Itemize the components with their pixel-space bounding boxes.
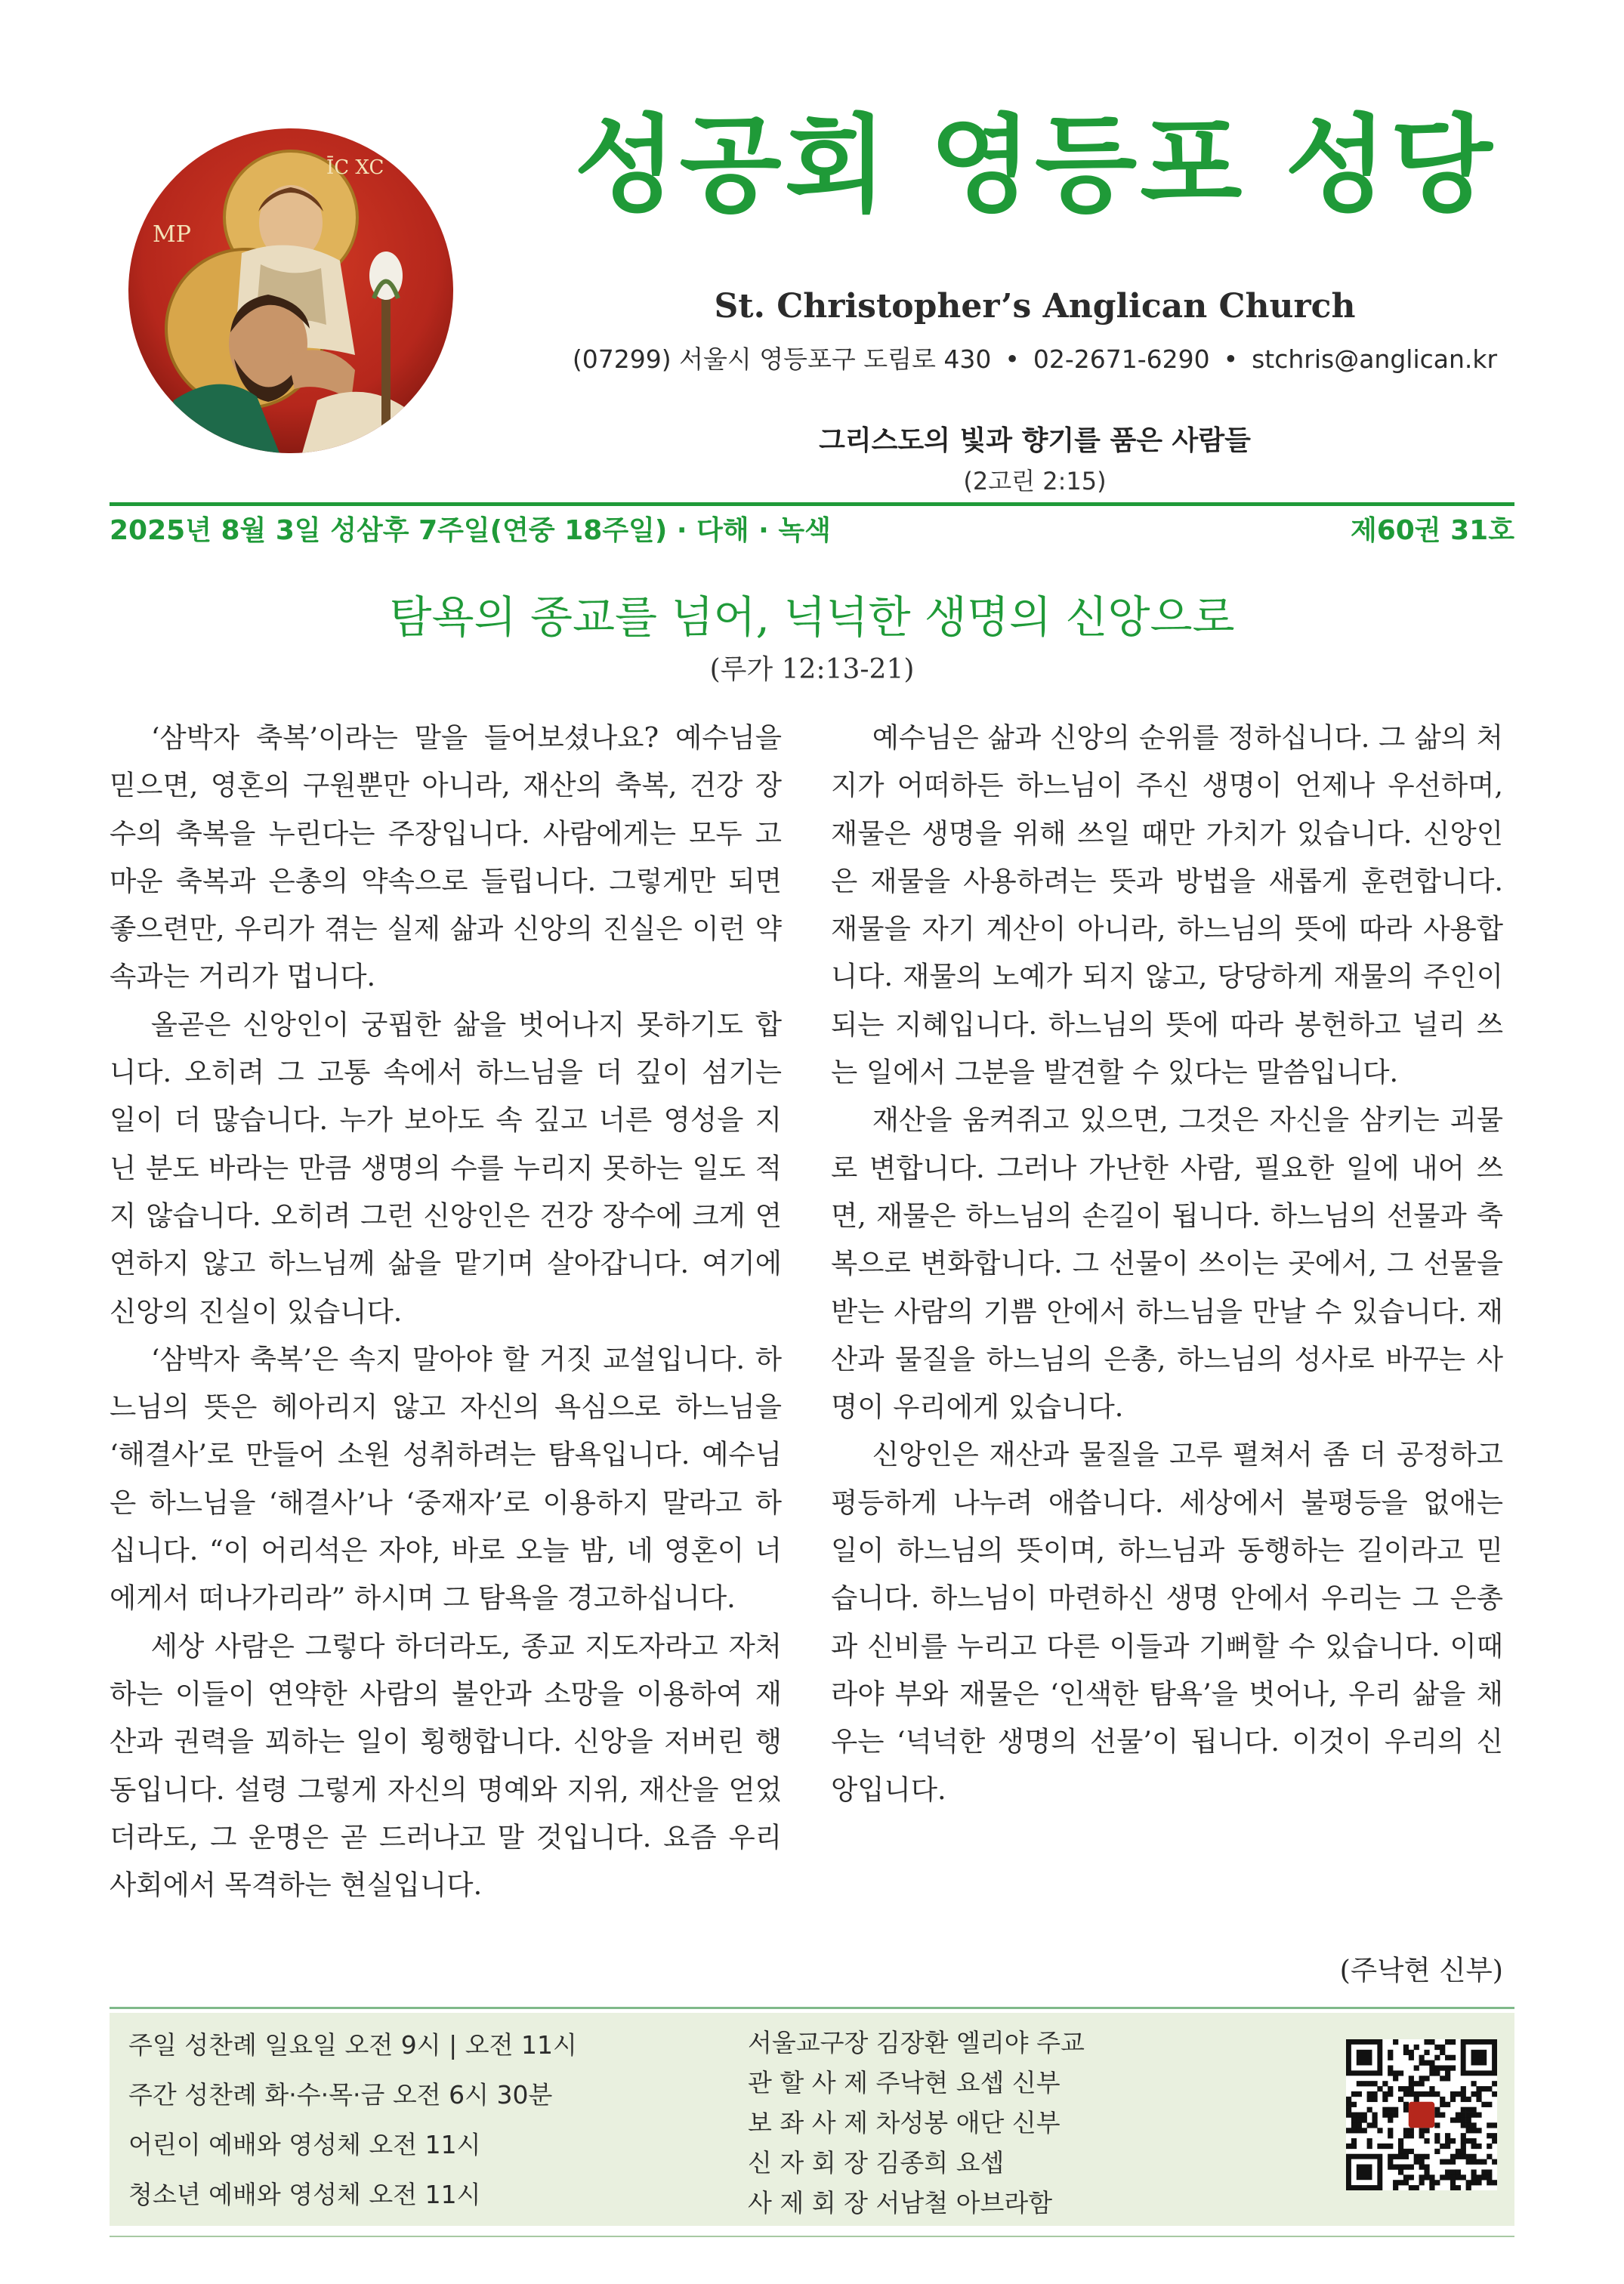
church-name: 성공회 영등포 성당 bbox=[574, 104, 1496, 227]
clergy-item: 신 자 회 장 김종희 요셉 bbox=[748, 2148, 1005, 2178]
sermon-paragraph: 신앙인은 재산과 물질을 고루 펼쳐서 좀 더 공정하고 평등하게 나누려 애씁니다. 세상에서 불평등을 없애는 일이 하느님의 뜻이며, 하느님과 동행하는 길이라고 믿습니다. 하느님이 마련하신 생명 안에서 우리는 그 은총과 신비를 누리고 다른 이들과 기뻐할 수 있습니다. 이때라야 부와 재물은 ‘인색한 탐욕’을 벗어나, 우리 삶을 채우는 ‘넉넉한 생명의 선물’이 됩니다. 이것이 우리의 신앙입니다. bbox=[831, 1438, 1503, 1806]
worship-item: 주간 성찬례 화·수·목·금 오전 6시 30분 bbox=[128, 2080, 553, 2110]
sermon-paragraph: 올곧은 신앙인이 궁핍한 삶을 벗어나지 못하기도 합니다. 오히려 그 고통 속에서 하느님을 더 깊이 섬기는 일이 더 많습니다. 누가 보아도 속 깊고 너른 영성을 지닌 분도 바라는 만큼 생명의 수를 누리지 못하는 일도 적지 않습니다. 오히려 그런 신앙인은 건강 장수에 크게 연연하지 않고 하느님께 삶을 맡기며 살아갑니다. 여기에 신앙의 진실이 있습니다. bbox=[110, 1008, 782, 1328]
issue-number: 제60권 31호 bbox=[1350, 515, 1514, 546]
clergy-item: 보 좌 사 제 차성봉 애단 신부 bbox=[748, 2108, 1061, 2137]
issue-date: 2025년 8월 3일 성삼후 7주일(연중 18주일) · 다해 · 녹색 bbox=[110, 515, 831, 546]
sermon-column-right bbox=[831, 714, 1503, 1813]
qr-code-icon[interactable] bbox=[1346, 2039, 1497, 2190]
motto: 그리스도의 빛과 향기를 품은 사람들 bbox=[819, 425, 1251, 456]
sermon-reference: (루가 12:13-21) bbox=[709, 654, 915, 685]
motto-reference: (2고린 2:15) bbox=[963, 467, 1107, 495]
header-divider bbox=[110, 502, 1514, 506]
sermon-title: 탐욕의 종교를 넘어, 넉넉한 생명의 신앙으로 bbox=[389, 591, 1235, 643]
sermon-column-left bbox=[110, 714, 782, 1909]
icon-inscription-left: ΜΡ bbox=[153, 221, 191, 248]
email: stchris@anglican.kr bbox=[1252, 344, 1498, 374]
worship-item: 주일 성찬례 일요일 오전 9시 | 오전 11시 bbox=[128, 2030, 577, 2060]
page-bottom-rule bbox=[110, 2236, 1514, 2237]
clergy-item: 서울교구장 김장환 엘리야 주교 bbox=[748, 2028, 1085, 2057]
sermon-author: (주낙현 신부) bbox=[1339, 1954, 1503, 1986]
church-name-english: St. Christopher’s Anglican Church bbox=[714, 287, 1356, 326]
icon-inscription: ĪC XC bbox=[326, 156, 384, 179]
st-christopher-icon bbox=[128, 128, 453, 453]
sermon-paragraph: ‘삼박자 축복’이라는 말을 들어보셨나요? 예수님을 믿으면, 영혼의 구원뿐만 아니라, 재산의 축복, 건강 장수의 축복을 누린다는 주장입니다. 사람에게는 모두 고마운 축복과 은총의 약속으로 들립니다. 그렇게만 되면 좋으련만, 우리가 겪는 실제 삶과 신앙의 진실은 이런 약속과는 거리가 멉니다. bbox=[110, 721, 782, 993]
separator: • bbox=[1223, 344, 1239, 374]
worship-schedule bbox=[128, 2020, 755, 2220]
sermon-paragraph: 재산을 움켜쥐고 있으면, 그것은 자신을 삼키는 괴물로 변합니다. 그러나 가난한 사람, 필요한 일에 내어 쓰면, 재물은 하느님의 손길이 됩니다. 하느님의 선물과 축복으로 변화합니다. 그 선물이 쓰이는 곳에서, 그 선물을 받는 사람의 기쁨 안에서 하느님을 만날 수 있습니다. 재산과 물질을 하느님의 은총, 하느님의 성사로 바꾸는 사명이 우리에게 있습니다. bbox=[831, 1103, 1503, 1424]
contact-line bbox=[536, 340, 1533, 375]
worship-item: 청소년 예배와 영성체 오전 11시 bbox=[128, 2180, 481, 2209]
clergy-list bbox=[748, 2023, 1322, 2223]
clergy-item: 사 제 회 장 서남철 아브라함 bbox=[748, 2188, 1053, 2218]
sermon-paragraph: ‘삼박자 축복’은 속지 말아야 할 거짓 교설입니다. 하느님의 뜻은 헤아리지 않고 자신의 욕심으로 하느님을 ‘해결사’로 만들어 소원 성취하려는 탐욕입니다. 예수님은 하느님을 ‘해결사’나 ‘중재자’로 이용하지 말라고 하십니다. “이 어리석은 자야, 바로 오늘 밤, 네 영혼이 너에게서 떠나가리라” 하시며 그 탐욕을 경고하십니다. bbox=[110, 1342, 782, 1615]
footer-divider bbox=[110, 2007, 1514, 2009]
separator: • bbox=[1005, 344, 1020, 374]
phone: 02-2671-6290 bbox=[1033, 344, 1210, 374]
sermon-paragraph: 예수님은 삶과 신앙의 순위를 정하십니다. 그 삶의 처지가 어떠하든 하느님이 주신 생명이 언제나 우선하며, 재물은 생명을 위해 쓰일 때만 가치가 있습니다. 신앙인은 재물을 사용하려는 뜻과 방법을 새롭게 훈련합니다. 재물을 자기 계산이 아니라, 하느님의 뜻에 따라 사용합니다. 재물의 노예가 되지 않고, 당당하게 재물의 주인이 되는 지혜입니다. 하느님의 뜻에 따라 봉헌하고 널리 쓰는 일에서 그분을 발견할 수 있다는 말씀입니다. bbox=[831, 721, 1503, 1089]
sermon-paragraph: 세상 사람은 그렇다 하더라도, 종교 지도자라고 자처하는 이들이 연약한 사람의 불안과 소망을 이용하여 재산과 권력을 꾀하는 일이 횡행합니다. 신앙을 저버린 행동입니다. 설령 그렇게 자신의 명예와 지위, 재산을 얻었더라도, 그 운명은 곧 드러나고 말 것입니다. 요즘 우리 사회에서 목격하는 현실입니다. bbox=[110, 1629, 782, 1902]
clergy-item: 관 할 사 제 주낙현 요셉 신부 bbox=[748, 2068, 1061, 2097]
address: (07299) 서울시 영등포구 도림로 430 bbox=[572, 344, 992, 374]
worship-item: 어린이 예배와 영성체 오전 11시 bbox=[128, 2130, 481, 2159]
